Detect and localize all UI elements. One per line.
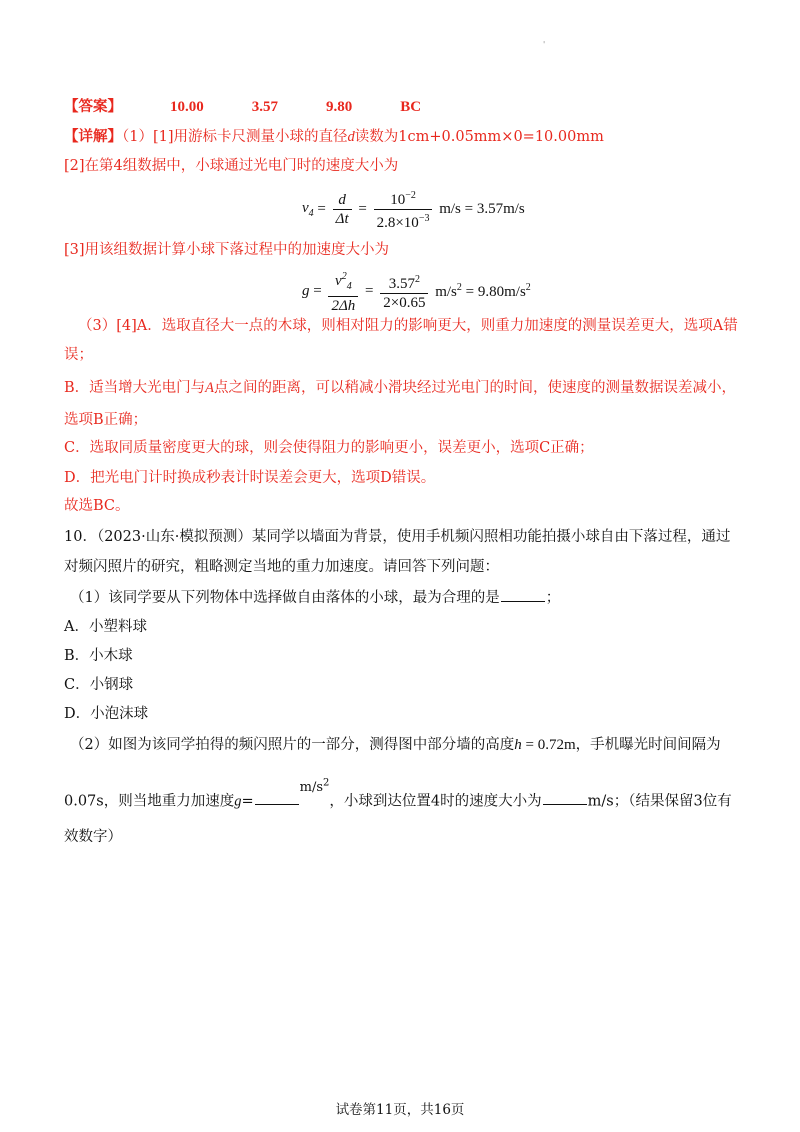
detail-line-7: D．把光电门计时换成秒表计时误差会更大，选项D错误。 [64,470,436,486]
option-a: A．小塑料球 [64,619,147,635]
answer-value: 10.00 [170,99,204,115]
acceleration-formula [302,268,531,315]
fraction: $\frac{3.57^2}{2\times 0.65}$ [380,271,428,312]
answer-value: BC [400,99,422,115]
question-part-2a: （2）如图为该同学拍得的频闪照片的一部分，测得图中部分墙的高度h = 0.72m，手机曝光时间间隔为 [70,737,721,753]
option-d: D．小泡沫球 [64,706,149,722]
equals-sign: = [365,283,374,299]
equals-sign: = [317,201,326,217]
detail-line-3: [3]用该组数据计算小球下落过程中的加速度大小为 [64,242,390,258]
question-part-2c: 效数字） [64,829,122,845]
detail-line-4a: （3）[4]A．选取直径大一点的木球，则相对阻力的影响更大，则重力加速度的测量误差更大，选项A错 [78,318,738,334]
detail-line-8: 故选BC。 [64,498,130,514]
point-var: A [205,380,215,396]
formula-lhs: $v_4$ [302,200,314,219]
height-var: h [514,737,522,753]
detail-line-1 [64,127,604,147]
page-footer: 试卷第11页，共16页 [335,1102,465,1118]
detail-line-4b: 误； [64,347,93,363]
equals-sign: = [313,283,322,299]
formula-lhs: g [302,283,310,299]
velocity-formula [302,187,525,232]
question-title-a: 10．（2023·山东·模拟预测）某同学以墙面为背景，使用手机频闪照相功能拍摄小球自由下落过程，通过 [64,529,731,545]
question-part-2b: 0.07s，则当地重力加速度$g=m/s^2$，小球到达位置4时的速度大小为 m/s；（结果保留3位有 [64,778,732,810]
option-c: C．小钢球 [64,677,134,693]
answer-value: 3.57 [251,99,278,115]
formula-result: m/s = 3.57m/s [439,201,525,217]
answer-blank[interactable] [501,587,545,602]
unit-label: $m/s^2$ [299,778,330,796]
answer-blank[interactable] [543,790,587,805]
detail-line-5a: B．适当增大光电门与A点之间的距离，可以稍减小滑块经过光电门的时间，使速度的测量数据误差减小， [64,380,737,396]
option-b: B．小木球 [64,648,133,664]
detail-line-2: [2]在第4组数据中，小球通过光电门时的速度大小为 [64,158,399,174]
detail-line-6: C．选取同质量密度更大的球，则会使得阻力的影响更小，误差更小，选项C正确； [64,440,594,456]
detail-text: 读数为1cm+0.05mm×0=10.00mm [354,129,604,145]
fraction: $\frac{v^2_4}{2\Delta h}$ [328,268,358,315]
answer-label: 【答案】 [64,98,122,115]
detail-text: （1）[1]用游标卡尺测量小球的直径 [122,129,348,145]
equals-sign: = [358,201,367,217]
formula-result: $m/s^2 = 9.80m/s^2$ [435,282,531,300]
stray-mark: ' [543,40,546,49]
question-title-b: 对频闪照片的研究，粗略测定当地的重力加速度。请回答下列问题： [64,559,499,575]
gravity-var: g [234,793,242,810]
diameter-var: d [347,129,355,145]
fraction: $\frac{10^{-2}}{2.8\times 10^{-3}}$ [374,187,433,232]
question-part-1: （1）该同学要从下列物体中选择做自由落体的小球，最为合理的是 ； [70,587,560,608]
answer-value: 9.80 [326,99,353,115]
answer-blank[interactable] [255,790,299,805]
answer-line [64,97,421,117]
detail-line-5c: 选项B正确； [64,412,148,428]
detail-label: 【详解】 [64,128,122,145]
fraction: $\frac{d}{\Delta t}$ [333,191,352,228]
